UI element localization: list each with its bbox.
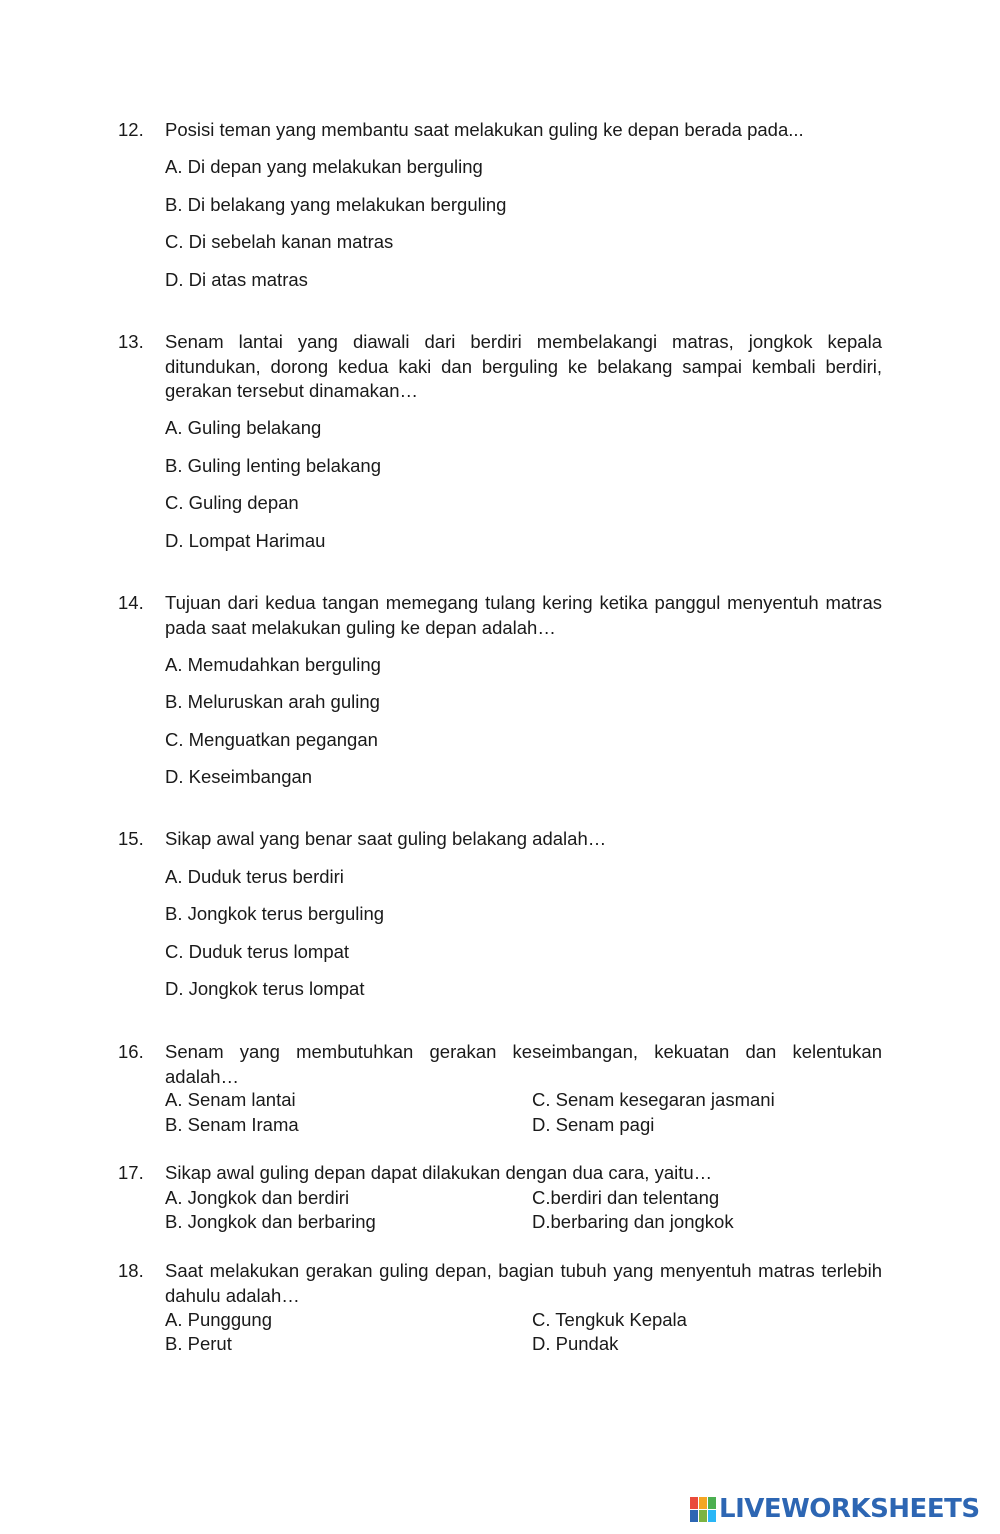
liveworksheets-brand[interactable]	[690, 1494, 980, 1524]
option-15-c[interactable]: C. Duduk terus lompat	[165, 941, 350, 962]
option-16-a[interactable]: A. Senam lantai	[165, 1089, 296, 1110]
option-12-d[interactable]: D. Di atas matras	[165, 269, 308, 290]
question-number: 12.	[118, 119, 144, 140]
question-14	[118, 591, 882, 640]
question-stem: Posisi teman yang membantu saat melakukan guling ke depan berada pada...	[165, 119, 804, 140]
question-stem: Saat melakukan gerakan guling depan, bagian tubuh yang menyentuh matras terlebih dahulu adalah…	[165, 1260, 882, 1306]
option-18-a[interactable]: A. Punggung	[165, 1309, 272, 1330]
logo-block	[690, 1510, 698, 1522]
question-number: 14.	[118, 592, 144, 613]
question-stem: Sikap awal guling depan dapat dilakukan dengan dua cara, yaitu…	[165, 1162, 713, 1183]
option-12-a[interactable]: A. Di depan yang melakukan berguling	[165, 156, 483, 177]
option-15-a[interactable]: A. Duduk terus berdiri	[165, 866, 344, 887]
option-15-b[interactable]: B. Jongkok terus berguling	[165, 903, 385, 924]
question-16	[118, 1040, 882, 1089]
brand-wordmark: LIVEWORKSHEETS	[719, 1494, 980, 1524]
question-number: 16.	[118, 1041, 144, 1062]
option-14-a[interactable]: A. Memudahkan berguling	[165, 654, 381, 675]
option-13-a[interactable]: A. Guling belakang	[165, 417, 322, 438]
option-16-d[interactable]: D. Senam pagi	[532, 1114, 655, 1135]
option-14-d[interactable]: D. Keseimbangan	[165, 766, 313, 787]
logo-block	[708, 1510, 716, 1522]
question-stem: Senam yang membutuhkan gerakan keseimbangan, kekuatan dan kelentukan adalah…	[165, 1041, 882, 1087]
question-stem: Senam lantai yang diawali dari berdiri membelakangi matras, jongkok kepala ditundukan, dorong kedua kaki dan berguling ke belakang sampai kembali berdiri, gerakan tersebut dinamakan…	[165, 331, 882, 401]
option-18-d[interactable]: D. Pundak	[532, 1333, 619, 1354]
question-17	[118, 1161, 882, 1186]
logo-block	[699, 1510, 707, 1522]
option-17-c[interactable]: C.berdiri dan telentang	[532, 1187, 720, 1208]
question-number: 15.	[118, 828, 144, 849]
question-stem: Sikap awal yang benar saat guling belakang adalah…	[165, 828, 607, 849]
question-15	[118, 827, 882, 852]
logo-block	[708, 1497, 716, 1509]
liveworksheets-logo-icon	[690, 1497, 716, 1522]
logo-block	[690, 1497, 698, 1509]
question-stem: Tujuan dari kedua tangan memegang tulang kering ketika panggul menyentuh matras pada saat melakukan guling ke depan adalah…	[165, 592, 882, 638]
question-number: 17.	[118, 1162, 144, 1183]
option-14-c[interactable]: C. Menguatkan pegangan	[165, 729, 378, 750]
option-17-a[interactable]: A. Jongkok dan berdiri	[165, 1187, 350, 1208]
option-13-b[interactable]: B. Guling lenting belakang	[165, 455, 381, 476]
question-number: 13.	[118, 331, 144, 352]
option-17-d[interactable]: D.berbaring dan jongkok	[532, 1211, 734, 1232]
option-13-c[interactable]: C. Guling depan	[165, 492, 299, 513]
option-16-c[interactable]: C. Senam kesegaran jasmani	[532, 1089, 775, 1110]
question-13	[118, 330, 882, 404]
option-12-b[interactable]: B. Di belakang yang melakukan berguling	[165, 194, 507, 215]
option-15-d[interactable]: D. Jongkok terus lompat	[165, 978, 365, 999]
option-14-b[interactable]: B. Meluruskan arah guling	[165, 691, 380, 712]
option-17-b[interactable]: B. Jongkok dan berbaring	[165, 1211, 376, 1232]
option-12-c[interactable]: C. Di sebelah kanan matras	[165, 231, 394, 252]
option-16-b[interactable]: B. Senam Irama	[165, 1114, 299, 1135]
logo-block	[699, 1497, 707, 1509]
question-12	[118, 118, 882, 143]
option-13-d[interactable]: D. Lompat Harimau	[165, 530, 326, 551]
option-18-c[interactable]: C. Tengkuk Kepala	[532, 1309, 687, 1330]
question-18	[118, 1259, 882, 1308]
question-number: 18.	[118, 1260, 144, 1281]
option-18-b[interactable]: B. Perut	[165, 1333, 232, 1354]
